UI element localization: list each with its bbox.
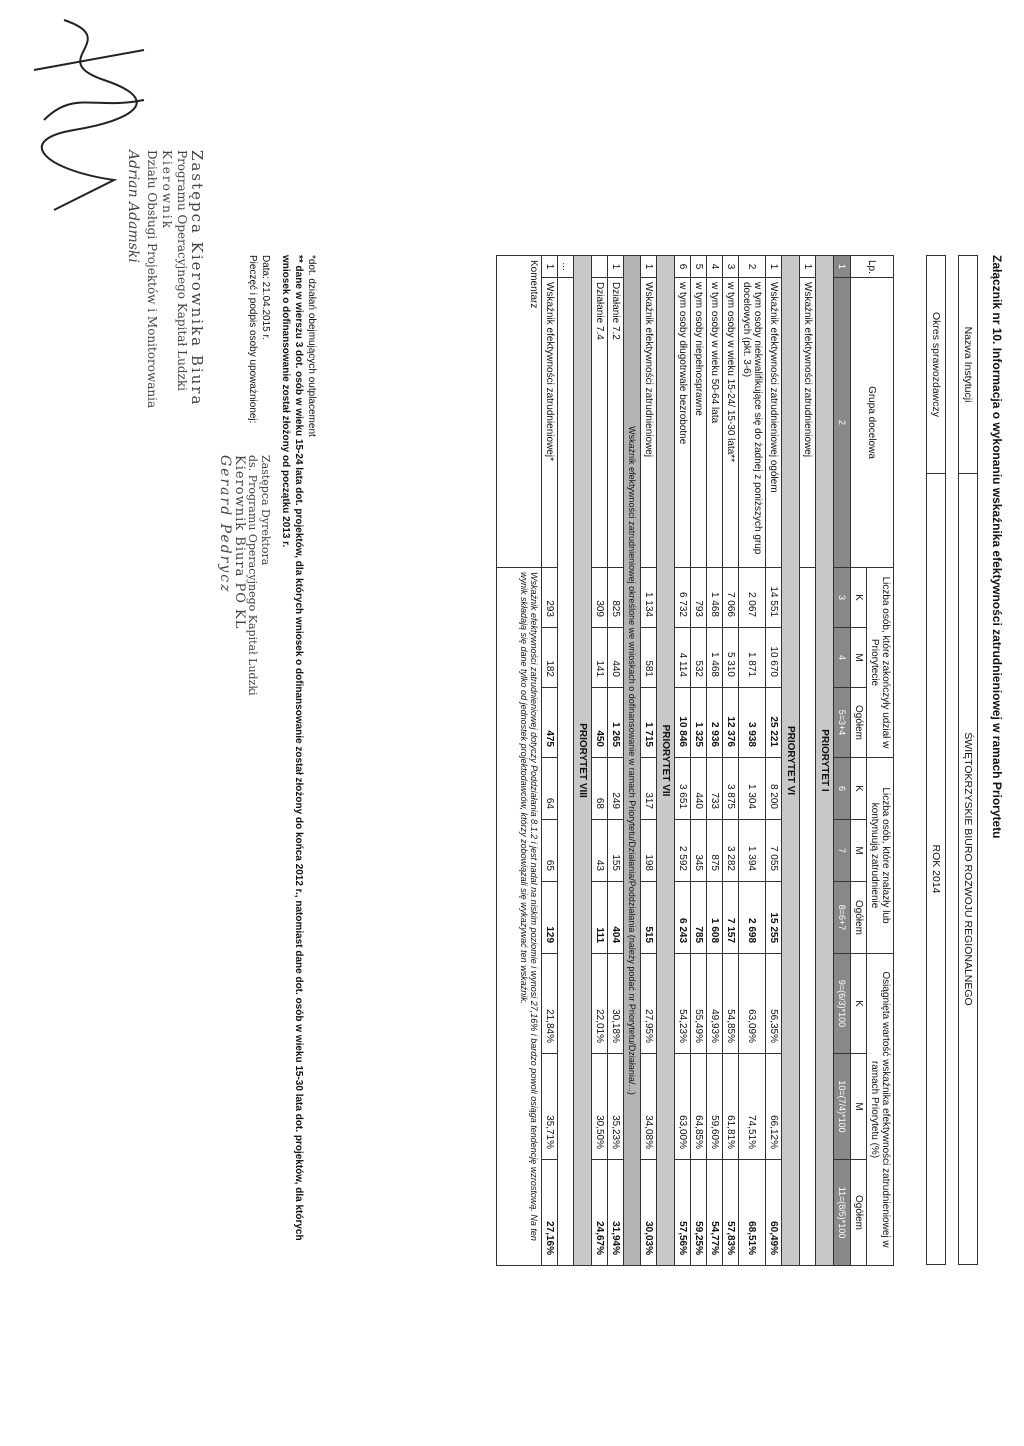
cell-indicator-k: 56,35% — [766, 954, 782, 1054]
cell-indicator-k: 54,23% — [675, 954, 691, 1054]
cell-employed-m: 198 — [641, 820, 657, 882]
cell-finished-m: 1 871 — [739, 628, 766, 688]
priority-7-subheader — [624, 256, 641, 1266]
row-lp: 1 — [766, 256, 782, 278]
cell-finished-k: 7 066 — [723, 568, 739, 628]
cell-indicator-m: 64,85% — [691, 1054, 707, 1160]
cell-employed-m: 155 — [608, 820, 624, 882]
footnotes — [279, 255, 318, 1265]
table-row — [675, 256, 691, 1266]
indicator-table — [496, 255, 894, 1266]
cell-indicator-m: 61,81% — [723, 1054, 739, 1160]
cell-indicator-total: 31,94% — [608, 1160, 624, 1266]
cell-indicator-m: 59,60% — [707, 1054, 723, 1160]
table-row — [800, 256, 816, 1266]
table-row — [739, 256, 766, 1266]
priority-7-subheader-text: Wskaźnik efektywności zatrudnieniowej określone we wnioskach o dofinansowanie w ramach Priorytetu/Działania/Poddziałania (należy podać nr Priorytetu/Działania/...) — [624, 256, 641, 1266]
cell-indicator-k: 49,93% — [707, 954, 723, 1054]
header-total: Ogółem — [851, 1160, 867, 1266]
row-label: w tym osoby niekwalifikujące się do żadnej z poniższych grup docelowych (pkt. 3-6) — [739, 278, 766, 568]
col-index: 2 — [834, 278, 851, 568]
header-total: Ogółem — [851, 688, 867, 758]
date: Data: 21.04.2015 r. — [260, 255, 271, 341]
priority-8-band — [574, 256, 592, 1266]
cell-indicator-m: 35,71% — [542, 1054, 558, 1160]
row-label: w tym osoby niepełnosprawne — [691, 278, 707, 568]
header-group: Grupa docelowa — [851, 278, 894, 568]
priority-7-band — [657, 256, 675, 1266]
cell-finished-m: 532 — [691, 628, 707, 688]
header-m: M — [851, 1054, 867, 1160]
handwritten-signature — [24, 10, 164, 240]
stamp-name: Gerard Pedrycz — [217, 455, 233, 594]
cell-finished-total: 1 715 — [641, 688, 657, 758]
row-label: w tym osoby w wieku 50-64 lata — [707, 278, 723, 568]
priority-8-rows — [542, 256, 558, 1266]
table-row — [691, 256, 707, 1266]
col-index: 5=3+4 — [834, 688, 851, 758]
row-label: Działanie 7.4 — [592, 278, 608, 568]
stamp-line: Działu Obsługi Projektów i Monitorowania — [145, 150, 159, 409]
col-index: 11=(8/5)*100 — [834, 1160, 851, 1266]
document-title: Załącznik nr 10. Informacja o wykonaniu wskaźnika efektywności zatrudnieniowej w ramach Priorytetu — [990, 255, 1004, 839]
row-label: Działanie 7.2 — [608, 278, 624, 568]
cell-employed-m: 875 — [707, 820, 723, 882]
row-lp: 1 — [800, 256, 816, 278]
cell-indicator-total: 30,03% — [641, 1160, 657, 1266]
row-lp — [592, 256, 608, 278]
stamp-line: Programu Operacyjnego Kapitał Ludzki — [175, 150, 189, 391]
header-indicator: Osiągnięta wartość wskaźnika efektywności zatrudnieniowej w ramach Priorytetu (%) — [867, 954, 894, 1266]
cell-indicator-k: 55,49% — [691, 954, 707, 1054]
cell-indicator-m: 30,50% — [592, 1054, 608, 1160]
cell-finished-k: 14 551 — [766, 568, 782, 628]
cell-employed-total: 7 157 — [723, 882, 739, 954]
table-row — [608, 256, 624, 1266]
cell-indicator-m: 35,23% — [608, 1054, 624, 1160]
cell-employed-k: 3 875 — [723, 758, 739, 820]
table-row — [641, 256, 657, 1266]
header-lp: Lp. — [851, 256, 894, 278]
priority-6-rows — [675, 256, 782, 1266]
cell-finished-total: 25 221 — [766, 688, 782, 758]
col-index: 8=6+7 — [834, 882, 851, 954]
institution-row — [958, 255, 978, 1265]
cell-indicator-m: 63,00% — [675, 1054, 691, 1160]
cell-indicator-m: 74,51% — [739, 1054, 766, 1160]
signature-label: Pieczęć i podpis osoby upoważnionej: — [247, 255, 258, 424]
cell-finished-total: 1 325 — [691, 688, 707, 758]
cell-finished-m: 141 — [592, 628, 608, 688]
cell-finished-k: 309 — [592, 568, 608, 628]
cell-employed-k: 3 651 — [675, 758, 691, 820]
row-lp: 1 — [608, 256, 624, 278]
comment-label: Komentarz — [497, 256, 542, 568]
comment-row — [497, 256, 542, 1266]
cell-indicator-k: 30,18% — [608, 954, 624, 1054]
footnote-2: ** dane w wierszu 3 dot. osób w wieku 15-24 lata dot. projektów, dla których wniosek o dofinansowanie został złożony do końca 2012 r., natomiast dane dot. osób w wieku 15-30 lata dot. projektów, dla których wniosek o dofinansowanie został złożony od początku 2013 r. — [280, 255, 304, 1241]
table-row — [558, 256, 574, 1266]
priority-7-rows — [641, 256, 657, 1266]
row-label: Wskaźnik efektywności zatrudnieniowej — [800, 278, 816, 568]
cell-finished-m: 1 468 — [707, 628, 723, 688]
cell-employed-k: 249 — [608, 758, 624, 820]
cell-employed-m: 1 394 — [739, 820, 766, 882]
cell-indicator-total: 27,16% — [542, 1160, 558, 1266]
stamp-name: Adrian Adamski — [125, 150, 141, 263]
cell-employed-m: 7 055 — [766, 820, 782, 882]
cell-finished-k: 6 732 — [675, 568, 691, 628]
cell-finished-m: 440 — [608, 628, 624, 688]
stamp-deputy-director — [218, 455, 272, 696]
cell-finished-k: 825 — [608, 568, 624, 628]
priority-6-label: PRIORYTET VI — [782, 256, 800, 1266]
cell-indicator-total: 59,25% — [691, 1160, 707, 1266]
row-lp: 2 — [739, 256, 766, 278]
cell-indicator-total: 68,51% — [739, 1160, 766, 1266]
stamp-line: Kierownik Biura PO KL — [232, 455, 247, 630]
cell-indicator-total: 57,83% — [723, 1160, 739, 1266]
header-k: K — [851, 758, 867, 820]
cell-finished-k: 793 — [691, 568, 707, 628]
cell-indicator-k: 21,84% — [542, 954, 558, 1054]
row-lp: 6 — [675, 256, 691, 278]
cell-indicator-k: 63,09% — [739, 954, 766, 1054]
cell-finished-total: 450 — [592, 688, 608, 758]
cell-finished-k: 1 134 — [641, 568, 657, 628]
footnote-1: *dot. działań obejmujących outplacement — [306, 255, 317, 437]
cell-employed-m: 43 — [592, 820, 608, 882]
cell-indicator-total: 24,67% — [592, 1160, 608, 1266]
header-m: M — [851, 820, 867, 882]
col-index: 9=(6/3)*100 — [834, 954, 851, 1054]
signature-block — [246, 255, 272, 423]
header-m: M — [851, 628, 867, 688]
cell-employed-k: 68 — [592, 758, 608, 820]
header-total: Ogółem — [851, 882, 867, 954]
institution-label: Nazwa Instytucji — [959, 256, 978, 474]
table-row — [707, 256, 723, 1266]
stamp-line: Zastępca Dyrektora — [259, 455, 272, 566]
stamp-line: Zastępca Kierownika Biura — [188, 150, 206, 407]
cell-indicator-k: 22,01% — [592, 954, 608, 1054]
cell-finished-total: 1 265 — [608, 688, 624, 758]
row-lp: 5 — [691, 256, 707, 278]
cell-employed-m: 345 — [691, 820, 707, 882]
cell-employed-k: 440 — [691, 758, 707, 820]
cell-finished-total: 475 — [542, 688, 558, 758]
column-index-row — [834, 256, 851, 1266]
cell-employed-m: 2 592 — [675, 820, 691, 882]
row-lp: 1 — [641, 256, 657, 278]
cell-indicator-total: 57,56% — [675, 1160, 691, 1266]
table-row — [723, 256, 739, 1266]
table-row — [766, 256, 782, 1266]
cell-employed-total: 111 — [592, 882, 608, 954]
cell-finished-m: 4 114 — [675, 628, 691, 688]
institution-value: ŚWIĘTOKRZYSKIE BIURO ROZWOJU REGIONALNEGO — [959, 474, 978, 1265]
period-value: ROK 2014 — [927, 474, 946, 1265]
cell-employed-k: 1 304 — [739, 758, 766, 820]
cell-employed-total: 6 243 — [675, 882, 691, 954]
cell-finished-m: 5 310 — [723, 628, 739, 688]
cell-employed-k: 733 — [707, 758, 723, 820]
cell-employed-total: 404 — [608, 882, 624, 954]
priority-8-label: PRIORYTET VIII — [574, 256, 592, 1266]
row-label: Wskaźnik efektywności zatrudnieniowej ogółem — [766, 278, 782, 568]
cell-employed-k: 64 — [542, 758, 558, 820]
header-employed: Liczba osób, które znalazły lub kontynuują zatrudnienie — [867, 758, 894, 954]
cell-finished-total: 3 938 — [739, 688, 766, 758]
table-row — [542, 256, 558, 1266]
period-row — [926, 255, 946, 1265]
cell-finished-m: 581 — [641, 628, 657, 688]
priority-1-band — [816, 256, 834, 1266]
cell-indicator-k: 54,85% — [723, 954, 739, 1054]
row-lp: 4 — [707, 256, 723, 278]
col-index: 7 — [834, 820, 851, 882]
header-finished: Liczba osób, które zakończyły udział w Priorytecie — [867, 568, 894, 758]
cell-finished-total: 12 376 — [723, 688, 739, 758]
col-index: 10=(7/4)*100 — [834, 1054, 851, 1160]
stamp-line: ds. Programu Operacyjnego Kapitał Ludzki — [246, 455, 259, 696]
stamp-line: Kierownik — [160, 150, 174, 230]
row-empty — [800, 568, 816, 1266]
cell-finished-k: 2 067 — [739, 568, 766, 628]
cell-finished-total: 2 936 — [707, 688, 723, 758]
cell-indicator-total: 60,49% — [766, 1160, 782, 1266]
cell-indicator-total: 54,77% — [707, 1160, 723, 1266]
cell-employed-total: 785 — [691, 882, 707, 954]
cell-finished-total: 10 846 — [675, 688, 691, 758]
cell-employed-total: 1 608 — [707, 882, 723, 954]
priority-1-label: PRIORYTET I — [816, 256, 834, 1266]
row-label: w tym osoby w wieku 15-24/ 15-30 lata** — [723, 278, 739, 568]
header-k: K — [851, 568, 867, 628]
priority-7-sub-rows — [592, 256, 624, 1266]
period-label: Okres sprawozdawczy — [927, 256, 946, 474]
cell-employed-k: 317 — [641, 758, 657, 820]
row-lp: 3 — [723, 256, 739, 278]
cell-indicator-m: 34,08% — [641, 1054, 657, 1160]
col-index: 4 — [834, 628, 851, 688]
row-label: Wskaźnik efektywności zatrudnieniowej* — [542, 278, 558, 568]
col-index: 3 — [834, 568, 851, 628]
cell-employed-total: 129 — [542, 882, 558, 954]
cell-indicator-m: 66,12% — [766, 1054, 782, 1160]
cell-employed-total: 15 255 — [766, 882, 782, 954]
cell-finished-m: 10 670 — [766, 628, 782, 688]
row-label: w tym osoby długotrwale bezrobotne — [675, 278, 691, 568]
cell-finished-k: 1 468 — [707, 568, 723, 628]
priority-7-label: PRIORYTET VII — [657, 256, 675, 1266]
table-row — [592, 256, 608, 1266]
priority-6-band — [782, 256, 800, 1266]
cell-finished-k: 293 — [542, 568, 558, 628]
row-empty — [558, 278, 574, 1266]
cell-employed-total: 515 — [641, 882, 657, 954]
row-lp: ... — [558, 256, 574, 278]
cell-employed-m: 3 282 — [723, 820, 739, 882]
col-index: 1 — [834, 256, 851, 278]
col-index: 6 — [834, 758, 851, 820]
cell-employed-m: 65 — [542, 820, 558, 882]
comment-text: Wskaźnik efektywności zatrudnieniowej dotyczy Poddziałania 8.1.2 i jest nadal na niskim poziomie i wynosi 27,16% i bardzo powoli osiąga tendencję wzrostową. Na ten wynik składają się dane tylko od jednostek projektodawców, którzy zobowiązali się wykazywać ten wskaźnik. — [497, 568, 542, 1266]
cell-employed-k: 8 200 — [766, 758, 782, 820]
cell-employed-total: 2 698 — [739, 882, 766, 954]
cell-finished-m: 182 — [542, 628, 558, 688]
cell-indicator-k: 27,95% — [641, 954, 657, 1054]
row-label: Wskaźnik efektywności zatrudnieniowej — [641, 278, 657, 568]
row-lp: 1 — [542, 256, 558, 278]
header-k: K — [851, 954, 867, 1054]
